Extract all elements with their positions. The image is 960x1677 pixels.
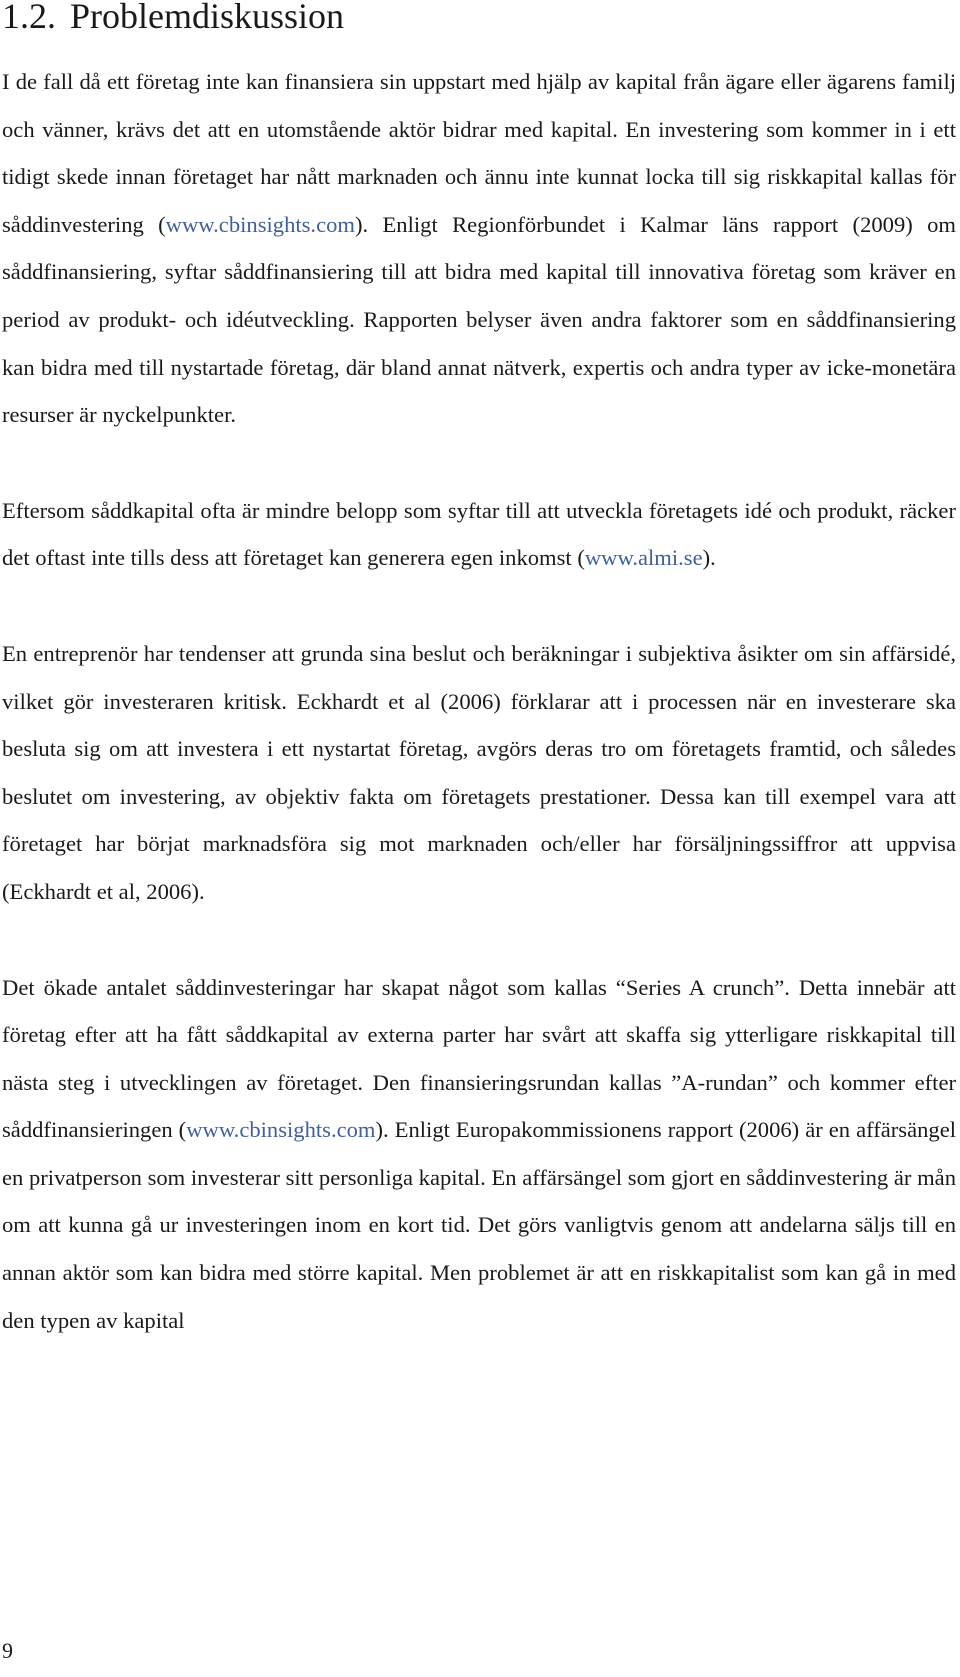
text-run: ). Enligt Europakommissionens rapport (2006) är en affärsängel en privatperson som investerar sitt personliga kapital. En affärsängel som gjort en såddinvestering är mån om att kunna gå ur investeringen inom en kort tid. Det görs vanligtvis genom att andelarna säljs till en annan aktör som kan bidra med större kapital. Men problemet är att en riskkapitalist som kan gå in med den typen av kapital [2,1117,957,1333]
text-run: ). Enligt Regionförbundet i Kalmar läns rapport (2009) om såddfinansiering, syftar såddfinansiering till att bidra med kapital till innovativa företag som kräver en period av produkt- och idéutveckling. Rapporten belyser även andra faktorer som en såddfinansiering kan bidra med till nystartade företag, där bland annat nätverk, expertis och andra typer av icke-monetära resurser är nyckelpunkter. [2,211,956,428]
body-text [2,58,956,1344]
paragraph-1 [2,58,956,439]
text-run: ). [702,545,716,571]
text-run: Eftersom såddkapital ofta är mindre belopp som syftar till att utveckla företagets idé och produkt, räcker det oftast inte tills dess att företaget kan generera egen inkomst ( [2,497,956,571]
link-cbinsights[interactable]: www.cbinsights.com [186,1117,376,1143]
text-run: En entreprenör har tendenser att grunda sina beslut och beräkningar i subjektiva åsikter om sin affärsidé, vilket gör investeraren kritisk. Eckhardt et al (2006) förklarar att i processen när en investerare ska besluta sig om att investera i ett nystartat företag, avgörs deras tro om företagets framtid, och således beslutet om investering, av objektiv fakta om företagets prestationer. Dessa kan till exempel vara att företaget har börjat marknadsföra sig mot marknaden och/eller har försäljningssiffror att uppvisa (Eckhardt et al, 2006). [2,640,956,904]
text-run: Det ökade antalet såddinvesteringar har skapat något som kallas “Series A crunch”. Detta innebär att företag efter att ha fått såddkapital av externa parter har svårt att skaffa sig ytterligare riskkapital till nästa steg i utvecklingen av företaget. Den finansieringsrundan kallas ”A-rundan” och kommer efter såddfinansieringen ( [2,974,956,1143]
link-almi[interactable]: www.almi.se [584,545,703,571]
section-number: 1.2. [2,0,56,36]
paragraph-4 [2,964,956,1345]
text-run: I de fall då ett företag inte kan finansiera sin uppstart med hjälp av kapital från ägare eller ägarens familj och vänner, krävs det att en utomstående aktör bidrar med kapital. En investering som kommer in i ett tidigt skede innan företaget har nått marknaden och ännu inte kunnat locka till sig riskkapital kallas för såddinvestering ( [2,69,956,237]
page-number: 9 [2,1638,13,1663]
paragraph-2 [2,487,956,582]
link-cbinsights[interactable]: www.cbinsights.com [165,211,355,237]
section-title: Problemdiskussion [70,0,345,36]
paragraph-3 [2,630,956,916]
section-heading [2,0,344,38]
